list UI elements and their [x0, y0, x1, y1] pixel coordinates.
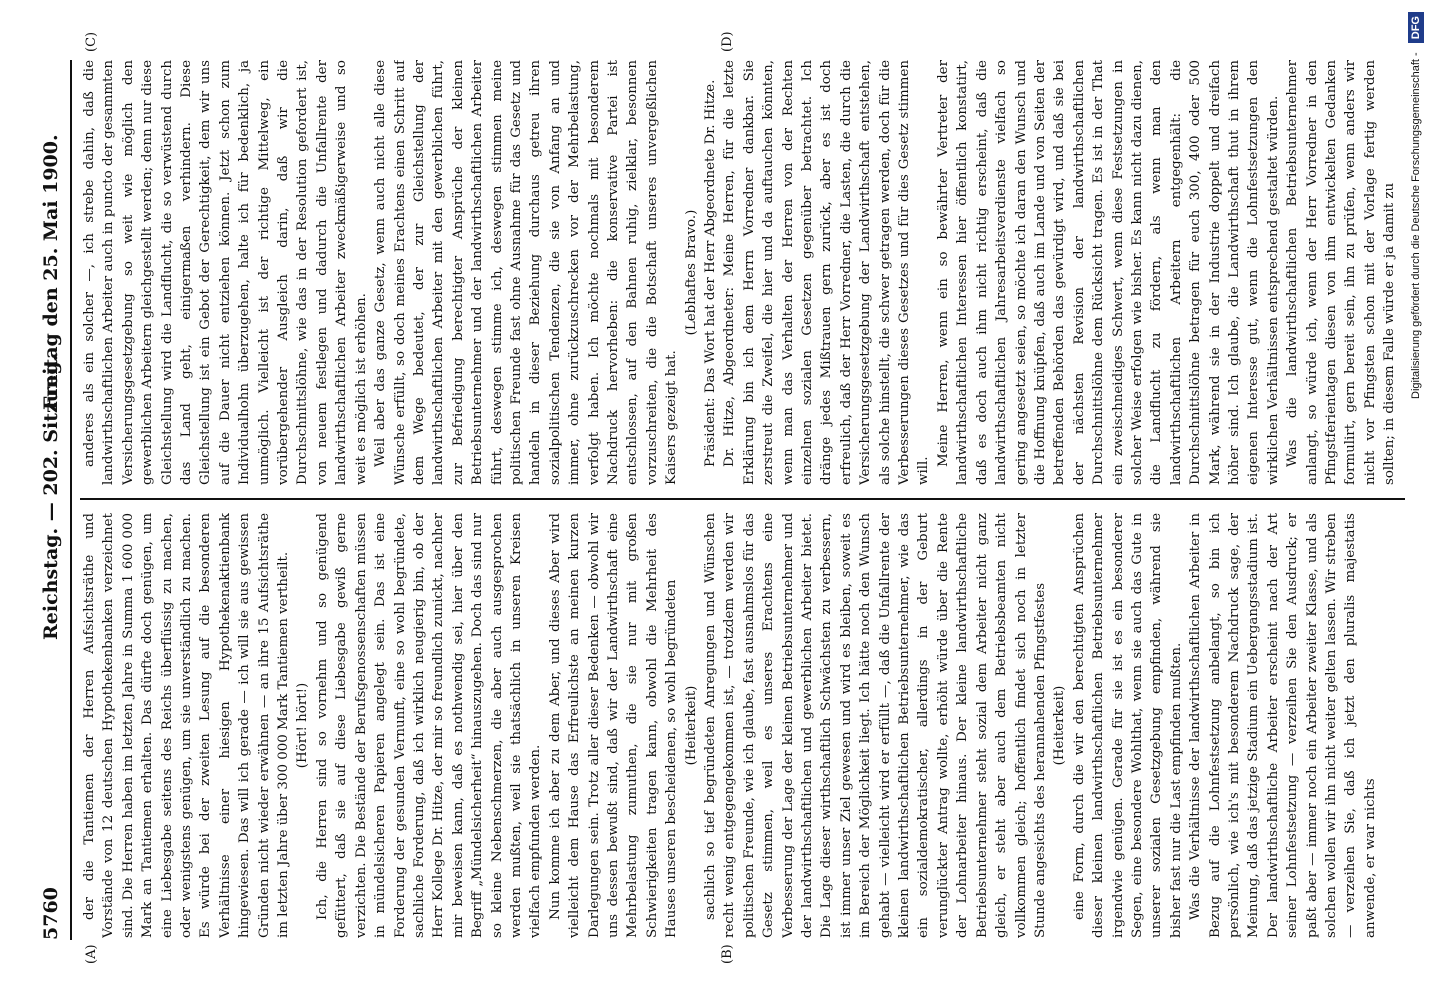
paragraph: Ich, die Herren sind so vornehm und so genügend gefüttert, daß sie auf diese Liebesgabe gewiß gerne verzichten. Die Bestände der Berufsgenossenschaften müssen in mündelsicheren Papieren angelegt sein. Das ist eine Forderung der gesunden Vernunft, eine so wohl begründete, sachliche Forderung, daß ich wirklich neugierig bin, ob der Herr Kollege Dr. Hitze, der mir so freundlich zunickt, nachher mir beweisen kann, daß es nothwendig sei, hier über den Begriff „Mündelsicherheit“ hinauszugehen. Doch das sind nur so kleine Nebenschmerzen, die aber auch ausgesprochen werden mußten, weil sie thatsächlich in unseren Kreisen vielfach empfunden werden. — [314, 513, 544, 938]
header-left-title: Reichstag. — 202. Sitzung. — [40, 354, 62, 640]
margin-letter-d: (D) — [720, 31, 735, 52]
paragraph: eine Form, durch die wir den berechtigten Ansprüchen dieser kleinen landwirthschaftlichen Betriebsunternehmer irgendwie genügen. Gerade für sie ist es ein besonderer Segen, eine besondere Wohlthat, wenn sie auch das Gute in unserer sozialen Gesetzgebung empfinden, während sie bisher fast nur die Last empfinden mußten. — [1071, 513, 1184, 938]
credit-line — [1405, 12, 1427, 987]
margin-letter-b: (B) — [720, 944, 735, 964]
paragraph: sachlich so tief begründeten Anregungen und Wünschen recht wenig entgegengekommen ist, — trotzdem werden wir politischen Freunde, wie ich glaube, fast ausnahmslos für das Gesetz stimmen, weil es unseres Erachtens eine Verbesserung der Lage der kleinen Betriebsunternehmer und der landwirthschaftlichen und gewerblichen Arbeiter bietet. Die Lage dieser wirthschaftlich Schwächsten zu verbessern, ist immer unser Ziel gewesen und wird es bleiben, soweit es im Bereich der Möglichkeit liegt. Ich hätte noch den Wunsch gehabt — vielleicht wird er erfüllt —, daß die Unfallrente der kleinen landwirthschaftlichen Betriebsunternehmer, wie das ein sozialdemokratischer, allerdings in der Geburt verunglückter Antrag wollte, erhöht würde über die Rente der Lohnarbeiter hinaus. Der kleine landwirthschaftliche Betriebsunternehmer steht sozial dem Arbeiter nicht ganz gleich, er steht aber auch dem Betriebsbeamten nicht vollkommen gleich; hoffentlich findet sich noch in letzter Stunde angesichts des herannahenden Pfingstfestes — [703, 513, 1048, 938]
header-right-title: Freitag den 25. Mai 1900. — [40, 134, 62, 410]
paragraph: der die Tantiemen der Herren Aufsichtsräthe und Vorstände von 12 deutschen Hypothekenbanken verzeichnet sind. Die Herren haben im letzten Jahre in Summa 1 600 000 Mark an Tantiemen erhalten. Das dürfte doch genügen, um eine Liebesgabe seitens des Reichs überflüssig zu machen, oder wenigstens genügen, um sie unverständlich zu machen. Es würde bei der zweiten Lesung auf die besonderen Verhältnisse einer hiesigen Hypothekenaktienbank hingewiesen. Das will ich gerade — ich will sie aus gewissen Gründen nicht wieder erwähnen — an ihre 15 Aufsichtsräthe im letzten Jahre über 300 000 Mark Tantiemen vertheilt. — [82, 513, 292, 938]
credit-separator: - — [1410, 49, 1422, 60]
paragraph: anderes als ein solcher —, ich strebe dahin, daß die landwirthschaftlichen Arbeiter auch in puncto der gesammten Versicherungsgesetzgebung so weit wie möglich den gewerblichen Arbeitern gleichgestellt werden; denn nur diese Gleichstellung wird die Landflucht, die so verwüstend durch das Land geht, einigermaßen verhindern. Diese Gleichstellung ist ein Gebot der Gerechtigkeit, dem wir uns auf die Dauer nicht entziehen können. Jetzt schon zum Individualhohn überzugehen, halte ich für bedenklich, ja unmöglich. Vielleicht ist der richtige Mittelweg, ein vorübergehender Ausgleich darin, daß wir die Durchschnittslöhne, wie das in der Resolution gefordert ist, von neuem festlegen und dadurch die Unfallrente der landwirthschaftlichen Arbeiter zweckmäßigerweise und so weit es möglich ist erhöhen. — [82, 60, 369, 485]
page-number: 5760 — [40, 887, 62, 940]
paragraph: Was die Verhältnisse der landwirthschaftlichen Arbeiter in Bezug auf die Lohnfestsetzung anbelangt, so bin ich persönlich, wie ich's mit besonderem Nachdruck sage, der Meinung, daß das jetzige Stadium ein Uebergangsstadium ist. Der landwirthschaftliche Arbeiter erscheint nach der Art seiner Lohnfestsetzung — verzeihen Sie den Ausdruck; er paßt aber — immer noch ein Arbeiter zweiter Klasse, und als solchen wollen wir ihn nicht weiter gelten lassen. Wir streben — verzeihen Sie, daß ich jetzt den pluralis majestatis anwende, er war nichts — [1188, 513, 1378, 938]
paragraph: Weil aber das ganze Gesetz, wenn auch nicht alle diese Wünsche erfüllt, so doch meines Erachtens einen Schritt auf dem Wege bedeutet, der zur Gleichstellung der landwirthschaftlichen Arbeiter mit den gewerblichen führt, zur Befriedigung berechtigter Ansprüche der kleinen Betriebsunternehmer und der landwirthschaftlichen Arbeiter führt, deswegen stimme ich, deswegen stimmen meine politischen Freunde fast ohne Ausnahme für das Gesetz und handeln in dieser Beziehung durchaus getreu ihren sozialpolitischen Tendenzen, die sie von Anfang an und immer, ohne zurückzuschrecken vor der Mehrbelastung, verfolgt haben. Ich möchte nochmals mit besonderem Nachdruck hervorheben: die konservative Partei ist entschlossen, auf den Bahnen ruhig, zielklar, besonnen vorzuschreiten, die die Botschaft unseres unvergeßlichen Kaisers gezeigt hat. — [373, 60, 680, 485]
interjection: (Heiterkeit) — [1052, 685, 1068, 766]
paragraph: Nun komme ich aber zu dem Aber, und dieses Aber wird vielleicht dem Hause das Erfreulichste an meinen kurzen Darlegungen sein. Trotz aller dieser Bedenken — obwohl wir uns dessen bewußt sind, daß wir der Landwirthschaft eine Mehrbelastung zumuthen, die sie nur mit großen Schwierigkeiten tragen kann, obwohl die Mehrheit des Hauses unseren bescheidenen, so wohl begründeten — [547, 513, 680, 938]
text-column-right — [80, 60, 1405, 485]
digitization-credit — [1405, 12, 1427, 987]
column-divider — [80, 498, 1405, 500]
interjection: (Heiterkeit) — [683, 685, 699, 766]
credit-text: Digitalisierung gefördert durch die Deutsche Forschungsgemeinschaft — [1410, 59, 1422, 399]
speaker-paragraph: Präsident: Das Wort hat der Herr Abgeordnete Dr. Hitze. — [703, 79, 718, 467]
page-header — [40, 60, 70, 940]
margin-letter-a: (A) — [84, 944, 99, 964]
header-rule — [70, 60, 72, 940]
margin-letter-c: (C) — [84, 31, 99, 52]
dfg-logo: DFG — [1408, 12, 1424, 43]
text-column-left — [80, 513, 1405, 938]
speaker-paragraph: Dr. Hitze, Abgeordneter: Meine Herren, für die letzte Erklärung bin ich dem Herrn Vorredner dankbar. Sie zerstreut die Zweifel, die hier und da auftauchen könnten, wenn man das Verhalten der Herren von der Rechten einzelnen sozialen Gesetzen gegenüber betrachtet. Ich dränge jedes Mißtrauen gern zurück, aber es ist doch erfreulich, daß der Herr Vorredner, die Lasten, die durch die Versicherungsgesetzgebung der Landwirthschaft entstehen, als solche hinstellt, die schwer getragen werden, doch für die Verbesserungen dieses Gesetzes und für dies Gesetz stimmen will. — [722, 60, 932, 485]
interjection: (Lebhaftes Bravo.) — [683, 209, 699, 336]
paragraph: Was die landwirthschaftlichen Betriebsunternehmer anlangt, so würde ich, wenn der Herr Vorredner in den Pfingstferientagen diesen von ihm entwickelten Gedanken formulirt, gern bereit sein, ihn zu prüfen, wenn anders wir nicht vor Pfingsten schon mit der Vorlage fertig werden sollten; in diesem Falle würde er ja damit zu — [1285, 60, 1398, 485]
interjection: (Hört! hört!) — [295, 682, 311, 769]
paragraph: Meine Herren, wenn ein so bewährter Vertreter der landwirthschaftlichen Interessen hier öffentlich konstatirt, daß es doch auch ihm nicht richtig erscheint, daß die landwirthschaftlichen Jahresarbeitsverdienste vielfach so gering angesetzt seien, so möchte ich daran den Wunsch und die Hoffnung knüpfen, daß auch im Lande und von Seiten der betreffenden Behörden das gewürdigt wird, und daß sie bei der nächsten Revision der landwirthschaftlichen Durchschnittslöhne dem Rücksicht tragen. Es ist in der That ein zweischneidiges Schwert, wenn diese Festsetzungen in solcher Weise erfolgen wie bisher. Es kann nicht dazu dienen, die Landflucht zu fördern, als wenn man den landwirthschaftlichen Arbeitern entgegenhält: die Durchschnittslöhne betragen für euch 300, 400 oder 500 Mark, während sie in der Industrie doppelt und dreifach höher sind. Ich glaube, die Landwirthschaft thut in ihrem eigenen Interesse gut, wenn die Lohnfestsetzungen den wirklichen Verhältnissen entsprechend gestaltet würden. — [935, 60, 1281, 485]
